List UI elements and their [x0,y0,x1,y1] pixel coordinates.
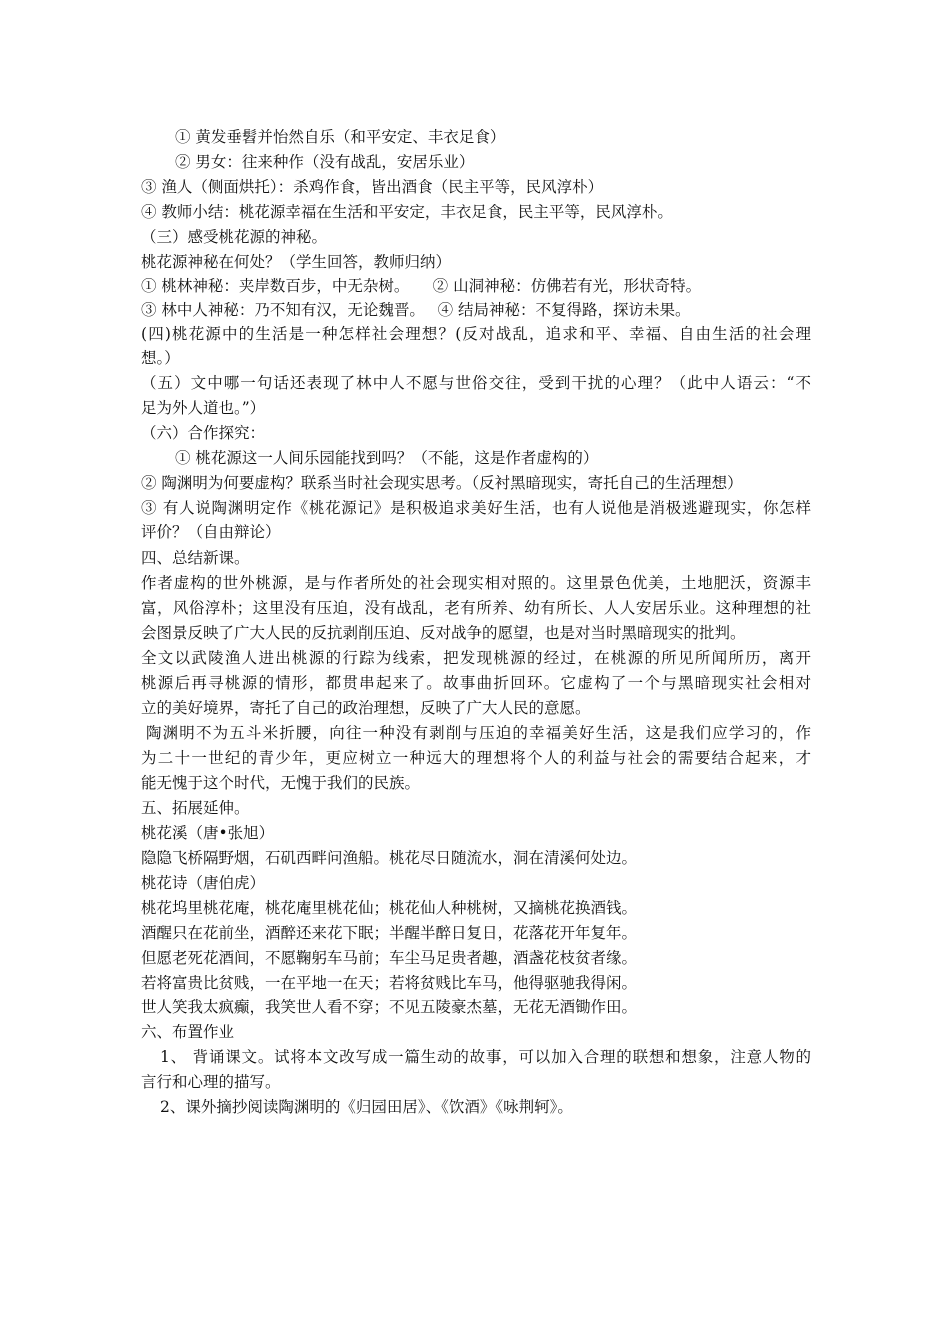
section-heading: （三）感受桃花源的神秘。 [141,228,328,246]
homework-line: 言行和心理的描写。 [141,1073,281,1091]
section-heading: 五、拓展延伸。 [141,799,250,817]
section-heading: 四、总结新课。 [141,549,250,567]
paragraph-line: 立的美好境界，寄托了自己的政治理想，反映了广大人民的意愿。 [141,699,591,717]
text-line: 想。） [141,349,180,367]
poem-title: 桃花溪（唐•张旭） [141,824,275,842]
homework-line: 1、 背诵课文。试将本文改写成一篇生动的故事，可以加入合理的联想和想象，注意人物的 [160,1048,811,1066]
text-line: 桃花源神秘在何处？（学生回答，教师归纳） [141,253,452,271]
poem-line: 若将富贵比贫贱，一在平地一在天；若将贫贱比车马，他得驱驰我得闲。 [141,974,638,992]
text-line: （五）文中哪一句话还表现了林中人不愿与世俗交往，受到干扰的心理？（此中人语云：“不 [141,374,811,392]
poem-line: 隐隐飞桥隔野烟，石矶西畔问渔船。桃花尽日随流水，洞在清溪何处边。 [141,849,638,867]
text-line: (四)桃花源中的生活是一种怎样社会理想？(反对战乱，追求和平、幸福、自由生活的社会理 [141,325,811,343]
text-line: 足为外人道也。”） [141,399,266,417]
text-line: ② 男女：往来种作（没有战乱，安居乐业） [175,153,475,171]
paragraph-line: 会图景反映了广大人民的反抗剥削压迫、反对战争的愿望，也是对当时黑暗现实的批判。 [141,624,746,642]
paragraph-line: 桃源后再寻桃源的情形，都贯串起来了。故事曲折回环。它虚构了一个与黑暗现实社会相对 [141,674,811,692]
text-line: ③ 林中人神秘：乃不知有汉，无论魏晋。 ④ 结局神秘：不复得路，探访未果。 [141,301,691,319]
poem-line: 酒醒只在花前坐，酒醉还来花下眠；半醒半醉日复日，花落花开年复年。 [141,924,638,942]
poem-line: 世人笑我太疯癫，我笑世人看不穿；不见五陵豪杰墓，无花无酒锄作田。 [141,998,638,1016]
text-line: ① 桃花源这一人间乐园能找到吗？（不能，这是作者虚构的） [175,449,599,467]
poem-line: 但愿老死花酒间，不愿鞠躬车马前；车尘马足贵者趣，酒盏花枝贫者缘。 [141,949,638,967]
text-line: 评价？（自由辩论） [141,523,281,541]
paragraph-line: 富，风俗淳朴；这里没有压迫，没有战乱，老有所养、幼有所长、人人安居乐业。这种理想的社 [141,599,811,617]
poem-title: 桃花诗（唐伯虎） [141,874,266,892]
homework-line: 2、课外摘抄阅读陶渊明的《归园田居》、《饮酒》《咏荆轲》。 [160,1098,573,1116]
section-heading: 六、布置作业 [141,1023,235,1041]
paragraph-line: 全文以武陵渔人进出桃源的行踪为线索，把发现桃源的经过，在桃源的所见所闻所历，离开 [141,649,811,667]
poem-line: 桃花坞里桃花庵，桃花庵里桃花仙；桃花仙人种桃树，又摘桃花换酒钱。 [141,899,638,917]
text-line: ④ 教师小结：桃花源幸福在生活和平安定，丰衣足食，民主平等，民风淳朴。 [141,203,673,221]
paragraph-line: 作者虚构的世外桃源，是与作者所处的社会现实相对照的。这里景色优美，土地肥沃，资源丰 [141,574,811,592]
text-line: ① 黄发垂髫并怡然自乐（和平安定、丰衣足食） [175,128,506,146]
text-line: ① 桃林神秘：夹岸数百步，中无杂树。 ② 山洞神秘：仿佛若有光，形状奇特。 [141,277,702,295]
paragraph-line: 能无愧于这个时代，无愧于我们的民族。 [141,774,421,792]
paragraph-line: 陶渊明不为五斗米折腰，向往一种没有剥削与压迫的幸福美好生活，这是我们应学习的，作 [146,724,811,742]
section-heading: （六）合作探究： [141,424,266,442]
text-line: ③ 渔人（侧面烘托）：杀鸡作食，皆出酒食（民主平等，民风淳朴） [141,178,604,196]
text-line: ③ 有人说陶渊明定作《桃花源记》是积极追求美好生活，也有人说他是消极逃避现实，你怎样 [141,499,811,517]
paragraph-line: 为二十一世纪的青少年，更应树立一种远大的理想将个人的利益与社会的需要结合起来，才 [141,749,811,767]
text-line: ② 陶渊明为何要虚构？联系当时社会现实思考。（反衬黑暗现实，寄托自己的生活理想） [141,474,743,492]
